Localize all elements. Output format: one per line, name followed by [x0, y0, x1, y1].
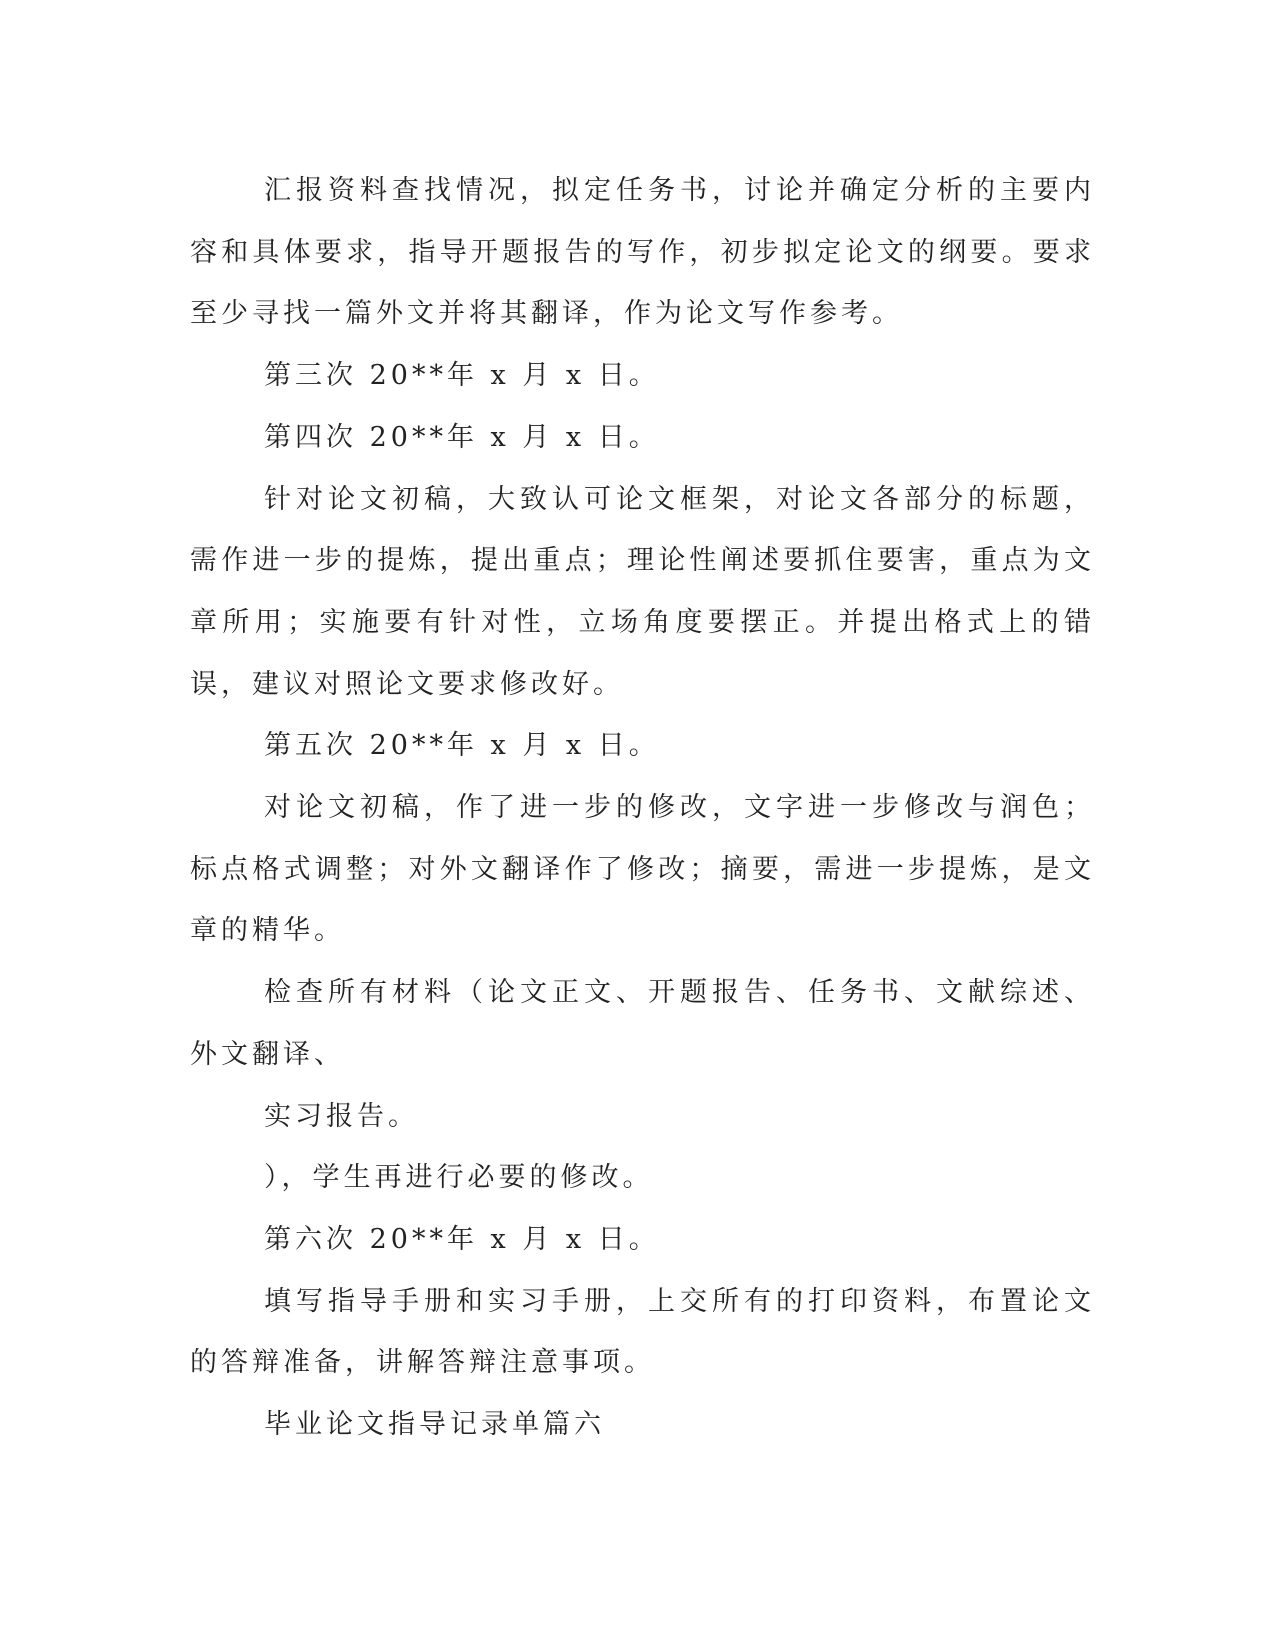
document-body: [190, 160, 1095, 1456]
paragraph-sixth-session: 第六次 20**年 x 月 x 日。: [264, 1223, 660, 1255]
paragraph-student-revision: ），学生再进行必要的修改。: [264, 1162, 654, 1194]
paragraph-check-materials: 检查所有材料（论文正文、开题报告、任务书、文献综述、外文翻译、: [190, 977, 1095, 1070]
paragraph-fourth-session: 第四次 20**年 x 月 x 日。: [264, 421, 660, 453]
paragraph-report-materials: 汇报资料查找情况，拟定任务书，讨论并确定分析的主要内容和具体要求，指导开题报告的写作，初步拟定论文的纲要。要求至少寻找一篇外文并将其翻译，作为论文写作参考。: [190, 175, 1095, 330]
paragraph-draft-revision: 对论文初稿，作了进一步的修改，文字进一步修改与润色；标点格式调整；对外文翻译作了修改；摘要，需进一步提炼，是文章的精华。: [190, 792, 1095, 947]
paragraph-internship-report: 实习报告。: [264, 1100, 419, 1132]
paragraph-first-draft-review: 针对论文初稿，大致认可论文框架，对论文各部分的标题，需作进一步的提炼，提出重点；理论性阐述要抓住要害，重点为文章所用；实施要有针对性，立场角度要摆正。并提出格式上的错误，建议对照论文要求修改好。: [190, 483, 1095, 700]
paragraph-defense-preparation: 填写指导手册和实习手册，上交所有的打印资料，布置论文的答辩准备，讲解答辩注意事项。: [190, 1285, 1095, 1379]
paragraph-section-heading: 毕业论文指导记录单篇六: [264, 1409, 605, 1441]
paragraph-fifth-session: 第五次 20**年 x 月 x 日。: [264, 730, 660, 762]
paragraph-third-session: 第三次 20**年 x 月 x 日。: [264, 360, 660, 392]
